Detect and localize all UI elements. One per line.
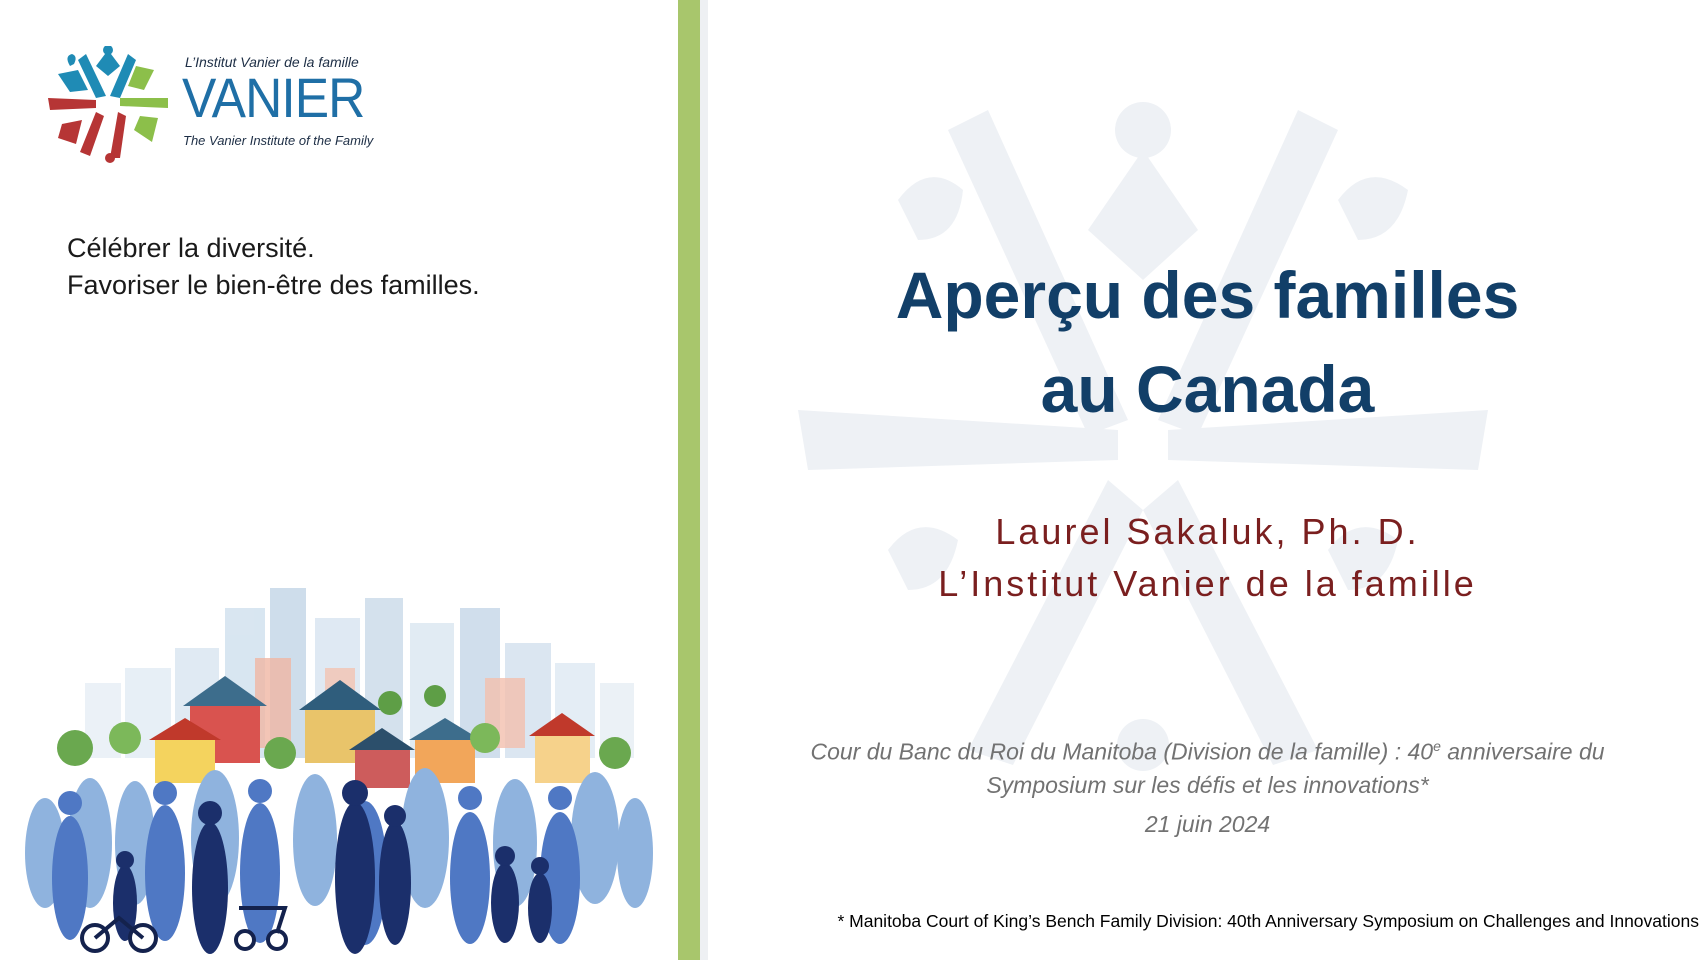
event-superscript: e — [1433, 738, 1441, 754]
right-panel — [708, 0, 1707, 960]
snowflake-logo-icon — [48, 46, 172, 164]
author-block — [708, 506, 1707, 610]
left-panel — [0, 0, 678, 960]
event-line-1-suffix: anniversaire du — [1440, 738, 1605, 765]
logo-wordmark: VANIER — [182, 66, 365, 129]
green-divider — [678, 0, 700, 960]
slide-title — [708, 248, 1707, 436]
vanier-logo — [48, 46, 378, 164]
tagline-line-2: Favoriser le bien-être des familles. — [67, 270, 480, 300]
logo-english-name: The Vanier Institute of the Family — [183, 133, 374, 148]
event-date: 21 juin 2024 — [1144, 810, 1271, 837]
event-line-2: Symposium sur les défis et les innovations* — [986, 771, 1429, 798]
event-line-1 — [708, 730, 1707, 769]
title-line-2: au Canada — [1040, 352, 1375, 426]
title-line-1: Aperçu des familles — [895, 258, 1520, 332]
event-line-1-prefix: Cour du Banc du Roi du Manitoba (Division de la famille) : 40 — [810, 738, 1434, 765]
logo-french-name: L’Institut Vanier de la famille — [185, 54, 359, 70]
footnote: * Manitoba Court of King’s Bench Family Division: 40th Anniversary Symposium on Challenges and Innovations — [837, 911, 1699, 931]
city-crowd-illustration-icon — [15, 588, 665, 960]
author-organization: L’Institut Vanier de la famille — [938, 563, 1477, 604]
tagline — [67, 230, 480, 304]
author-name: Laurel Sakaluk, Ph. D. — [995, 511, 1420, 552]
event-block — [708, 730, 1707, 841]
gray-divider — [700, 0, 708, 960]
tagline-line-1: Célébrer la diversité. — [67, 233, 315, 263]
